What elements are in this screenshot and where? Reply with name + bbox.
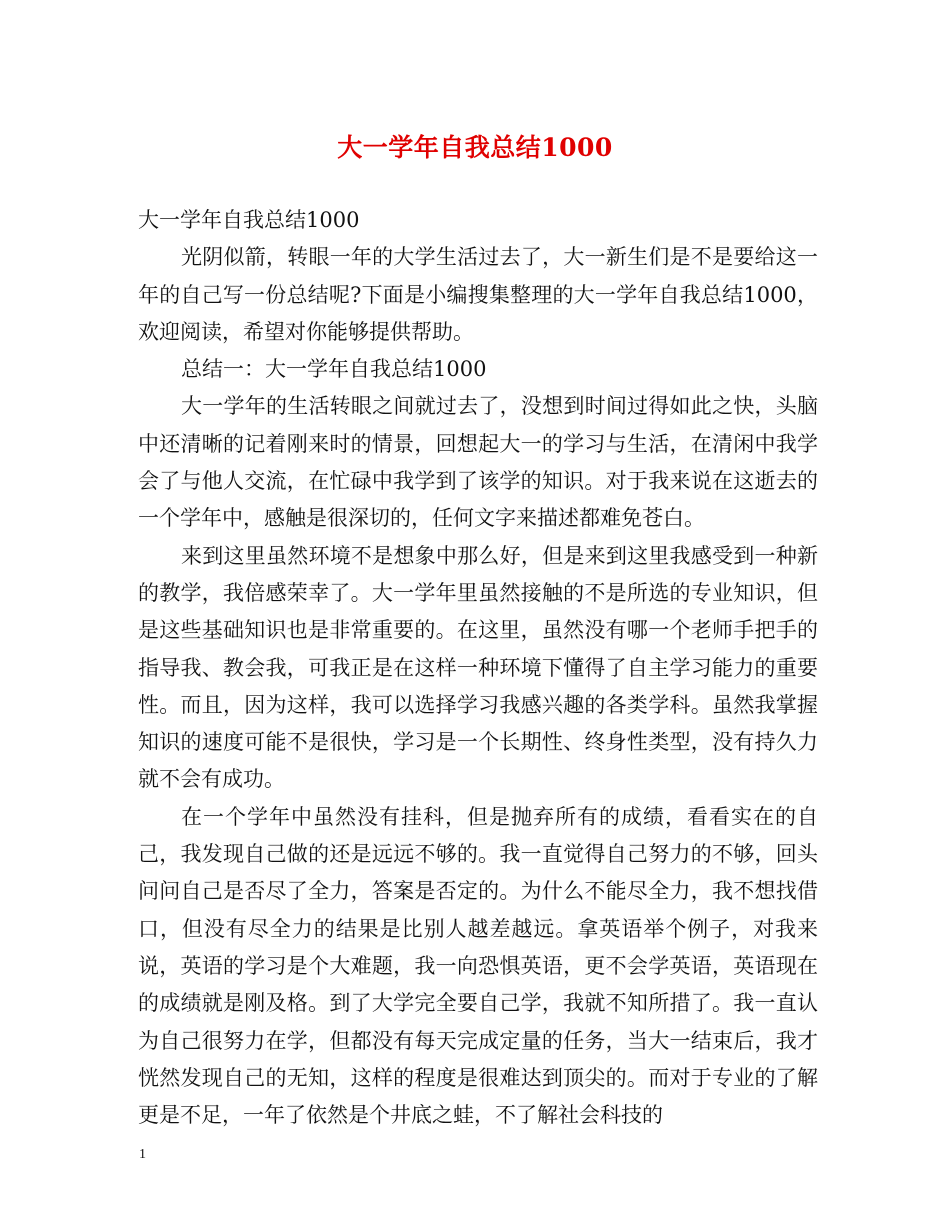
page-number: 1 [139,1147,146,1162]
document-body [138,202,818,1134]
document-subtitle: 大一学年自我总结1000 [138,208,360,232]
paragraph-2: 来到这里虽然环境不是想象中那么好，但是来到这里我感受到一种新的教学，我倍感荣幸了。大一学年里虽然接触的不是所选的专业知识，但是这些基础知识也是非常重要的。在这里，虽然没有哪一个老师手把手的指导我、教会我，可我正是在这样一种环境下懂得了自主学习能力的重要性。而且，因为这样，我可以选择学习我感兴趣的各类学科。虽然我掌握知识的速度可能不是很快，学习是一个长期性、终身性类型，没有持久力就不会有成功。 [138,543,818,792]
paragraph-1: 大一学年的生活转眼之间就过去了，没想到时间过得如此之快，头脑中还清晰的记着刚来时的情景，回想起大一的学习与生活，在清闲中我学会了与他人交流，在忙碌中我学到了该学的知识。对于我来说在这逝去的一个学年中，感触是很深切的，任何文字来描述都难免苍白。 [138,394,818,531]
document-title: 大一学年自我总结1000 [337,133,613,162]
paragraph-intro: 光阴似箭，转眼一年的大学生活过去了，大一新生们是不是要给这一年的自己写一份总结呢?下面是小编搜集整理的大一学年自我总结1000，欢迎阅读，希望对你能够提供帮助。 [138,245,818,344]
paragraph-3: 在一个学年中虽然没有挂科，但是抛弃所有的成绩，看看实在的自己，我发现自己做的还是远远不够的。我一直觉得自己努力的不够，回头问问自己是否尽了全力，答案是否定的。为什么不能尽全力，我不想找借口，但没有尽全力的结果是比别人越差越远。拿英语举个例子，对我来说，英语的学习是个大难题，我一向恐惧英语，更不会学英语，英语现在的成绩就是刚及格。到了大学完全要自己学，我就不知所措了。我一直认为自己很努力在学，但都没有每天完成定量的任务，当大一结束后，我才恍然发现自己的无知，这样的程度是很难达到顶尖的。而对于专业的了解更是不足，一年了依然是个井底之蛙，不了解社会科技的 [138,804,818,1128]
section-heading: 总结一：大一学年自我总结1000 [181,357,487,382]
